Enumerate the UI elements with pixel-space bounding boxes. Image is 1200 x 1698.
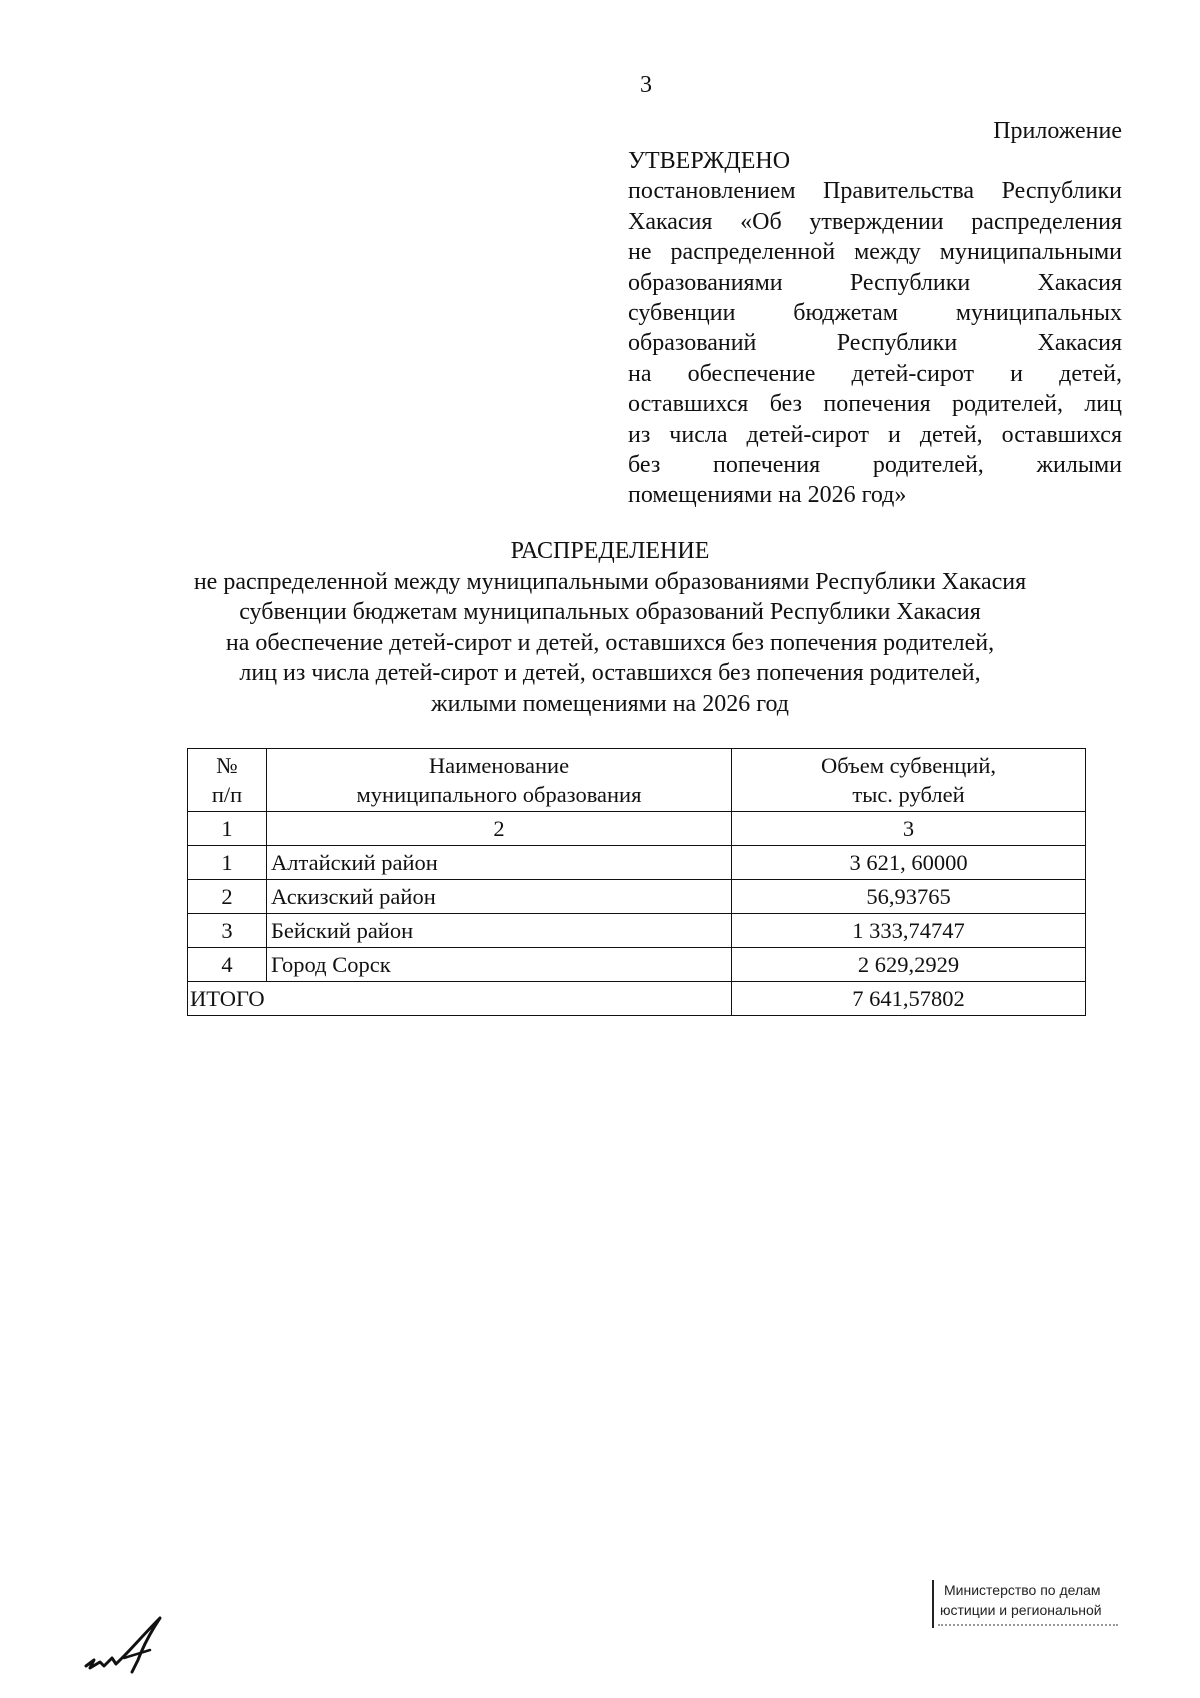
heading-line: не распределенной между муниципальными образованиями Республики Хакасия [193,568,1027,595]
heading-line: на обеспечение детей-сирот и детей, оставшихся без попечения родителей, [225,629,995,656]
approved-line: без попечения родителей, жилыми [628,452,1122,479]
header-num-line: № [216,753,238,778]
stamp-line: Министерство по делам [944,1582,1101,1598]
column-number: 1 [188,812,267,846]
row-number: 1 [188,846,267,880]
header-num [188,749,267,812]
row-name: Бейский район [267,914,732,948]
registration-stamp [932,1572,1132,1632]
approved-line: образований Республики Хакасия [628,330,1122,357]
header-value-line: Объем субвенций, [821,753,996,778]
approved-line: на обеспечение детей-сирот и детей, [628,360,1122,387]
header-name-line: муниципального образования [356,782,642,807]
approved-line: оставшихся без попечения родителей, лиц [628,391,1122,418]
approved-line: постановлением Правительства Республики [628,178,1122,205]
approved-line: субвенции бюджетам муниципальных [628,300,1122,327]
heading-line: жилыми помещениями на 2026 год [431,690,789,717]
approval-block [628,146,1122,511]
table-row [188,846,1086,880]
approved-line: образованиями Республики Хакасия [628,269,1122,296]
column-number: 3 [732,812,1086,846]
row-value: 56,93765 [732,880,1086,914]
row-number: 2 [188,880,267,914]
approved-line: помещениями на 2026 год» [628,482,907,509]
stamp-bar [932,1580,934,1628]
stamp-line: юстиции и региональной [940,1602,1102,1618]
approved-line: из числа детей-сирот и детей, оставшихся [628,421,1122,448]
row-number: 3 [188,914,267,948]
table-row [188,948,1086,982]
table-header-row [188,749,1086,812]
approved-line: не распределенной между муниципальными [628,239,1122,266]
header-value-line: тыс. рублей [852,782,965,807]
column-number: 2 [267,812,732,846]
signature-icon [80,1608,190,1678]
row-value: 2 629,2929 [732,948,1086,982]
row-number: 4 [188,948,267,982]
column-number-row [188,812,1086,846]
total-row [188,982,1086,1016]
header-name-line: Наименование [428,753,570,778]
row-name: Алтайский район [267,846,732,880]
approved-title: УТВЕРЖДЕНО [628,148,791,174]
row-value: 3 621, 60000 [732,846,1086,880]
table-row [188,914,1086,948]
heading-title: РАСПРЕДЕЛЕНИЕ [510,538,710,564]
header-value [732,749,1086,812]
total-value: 7 641,57802 [732,982,1086,1016]
stamp-dots [938,1624,1118,1628]
approved-line: Хакасия «Об утверждении распределения [628,208,1122,235]
table-row [188,880,1086,914]
row-name: Город Сорск [267,948,732,982]
row-name: Аскизский район [267,880,732,914]
appendix-label: Приложение [993,118,1122,144]
row-value: 1 333,74747 [732,914,1086,948]
distribution-heading [0,536,1200,719]
distribution-table [187,748,1086,1016]
header-num-line: п/п [211,782,243,807]
heading-line: субвенции бюджетам муниципальных образований Республики Хакасия [239,599,981,625]
page-number: 3 [640,72,652,98]
header-name [267,749,732,812]
total-label: ИТОГО [188,982,732,1016]
heading-line: лиц из числа детей-сирот и детей, оставшихся без попечения родителей, [239,660,981,686]
